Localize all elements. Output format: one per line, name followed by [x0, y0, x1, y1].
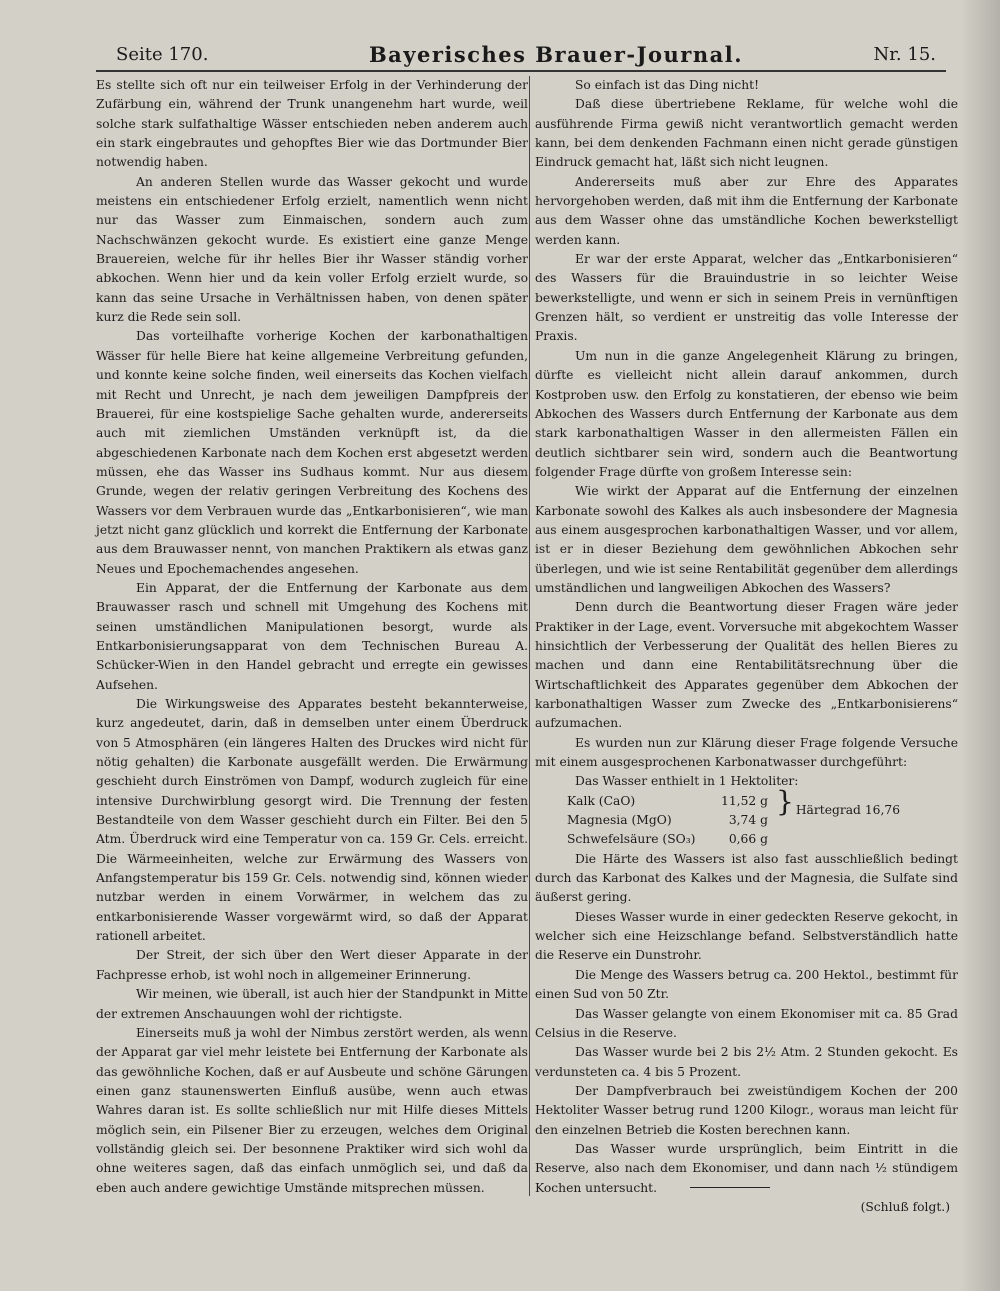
issue-number: Nr. 15. — [873, 44, 936, 65]
paragraph: Daß diese übertriebene Reklame, für welche wohl die ausführende Firma gewiß nicht verantwortlich gemacht werden kann, bei dem denkenden Fachmann einen nicht gerade günstigen Eindruck gemacht hat, läßt sich nicht leugnen. — [535, 97, 958, 170]
water-analysis-table — [567, 784, 958, 850]
column-divider — [529, 76, 530, 1196]
paragraph: Das Wasser wurde ursprünglich, beim Eintritt in die Reserve, also nach dem Ekonomiser, und dann nach ½ stündigem Kochen untersucht. — [535, 1141, 958, 1195]
analysis-substance: Schwefelsäure (SO₃) — [567, 832, 696, 847]
page-edge-shadow — [960, 0, 1000, 1291]
paragraph: Das Wasser wurde bei 2 bis 2½ Atm. 2 Stunden gekocht. Es verdunsteten ca. 4 bis 5 Prozent. — [535, 1045, 958, 1079]
to-be-continued-note: (Schluß folgt.) — [860, 1199, 950, 1214]
paragraph: Um nun in die ganze Angelegenheit Klärung zu bringen, dürfte es vielleicht nicht allein darauf ankommen, durch Kostproben usw. den Erfolg zu konstatieren, der ebenso wie beim Abkochen des Wassers durch Entfernung der Karbonate aus dem stark karbonathaltigen Wasser in den allermeisten Fällen ein deutlich sichtbarer sein wird, sondern auch die Beantwortung folgender Frage dürfte von großem Interesse sein: — [535, 348, 958, 479]
brace: } — [776, 784, 794, 818]
paragraph: Andererseits muß aber zur Ehre des Apparates hervorgehoben werden, daß mit ihm die Entfernung der Karbonate aus dem Wasser ohne das umständliche Kochen bewerkstelligt werden kann. — [535, 174, 958, 247]
journal-title: Bayerisches Brauer-Journal. — [368, 42, 744, 67]
analysis-substance: Magnesia (MgO) — [567, 813, 672, 828]
paragraph: So einfach ist das Ding nicht! — [575, 78, 760, 92]
paragraph: Das vorteilhafte vorherige Kochen der karbonathaltigen Wässer für helle Biere hat keine allgemeine Verbreitung gefunden, und konnte keine solche finden, weil einerseits das Kochen vielfach mit Recht und Unrecht, je nach dem jeweiligen Dampfpreis der Brauerei, für eine kostspielige Sache gehalten wurde, andererseits auch mit ziemlichen Umständen verknüpft ist, da die abgeschiedenen Karbonate nach dem Kochen erst abgesetzt werden müssen, ehe das Wasser ins Sudhaus kommt. Nur aus diesem Grunde, wegen der relativ geringen Verbreitung des Kochens des Wassers vor dem Verbrauen wurde das „Entkarbonisieren“, wie man jetzt nicht ganz glücklich und korrekt die Entfernung der Karbonate aus dem Brauwasser nennt, von manchen Praktikern als etwas ganz Neues und Epochemachendes angesehen. — [96, 329, 528, 576]
analysis-value: 0,66 g — [728, 832, 768, 847]
paragraph: Dieses Wasser wurde in einer gedeckten Reserve gekocht, in welcher sich eine Heizschlange befand. Selbstverständlich hatte die Reserve ein Dunstrohr. — [535, 909, 958, 963]
paragraph: Die Menge des Wassers betrug ca. 200 Hektol., bestimmt für einen Sud von 50 Ztr. — [535, 967, 958, 1002]
paragraph: Das Wasser gelangte von einem Ekonomiser mit ca. 85 Grad Celsius in die Reserve. — [535, 1006, 958, 1040]
paragraph: Wie wirkt der Apparat auf die Entfernung der einzelnen Karbonate sowohl des Kalkes als auch insbesondere der Magnesia aus einem ausgesprochen karbonathaltigen Wasser, und vor allem, ist er in dieser Beziehung dem gewöhnlichen Abkochen sehr überlegen, und wie ist seine Rentabilität gegenüber dem allerdings umständlichen und langweiligen Abkochen des Wassers? — [535, 484, 958, 595]
paragraph: Denn durch die Beantwortung dieser Fragen wäre jeder Praktiker in der Lage, event. Vorversuche mit abgekochtem Wasser hinsichtlich der Verbesserung der Qualität des hellen Bieres zu machen und dann eine Rentabilitätsrechnung über die Wirtschaftlichkeit des Apparates gegenüber dem Abkochen der karbonathaltigen Wasser zum Zwecke des „Entkarbonisierens“ aufzumachen. — [535, 600, 958, 731]
paragraph: Die Wirkungsweise des Apparates besteht bekannterweise, kurz angedeutet, darin, daß in demselben unter einem Überdruck von 5 Atmosphären (ein längeres Halten des Druckes wird nicht für nötig gehalten) die Karbonate ausgefällt werden. Die Erwärmung geschieht durch Einströmen von Dampf, wodurch zugleich für eine intensive Durchwirblung gesorgt wird. Die Trennung der festen Bestandteile von dem Wasser geschieht durch ein Filter. Bei den 5 Atm. Überdruck wird eine Temperatur von ca. 159 Gr. Cels. erreicht. Die Wärmeeinheiten, welche zur Erwärmung des Wassers von Anfangstemperatur bis 159 Gr. Cels. notwendig sind, können wieder nutzbar werden in einem Vorwärmer, in welchem das zu entkarbonisierende Wasser vorgewärmt wird, so daß der Apparat rationell arbeitet. — [96, 697, 528, 944]
paragraph: Die Härte des Wassers ist also fast ausschließlich bedingt durch das Karbonat des Kalkes und der Magnesia, die Sulfate sind äußerst gering. — [535, 851, 958, 905]
paragraph: Es wurden nun zur Klärung dieser Frage folgende Versuche mit einem ausgesprochenen Karbonatwasser durchgeführt: — [535, 735, 958, 770]
left-column — [96, 76, 528, 1198]
page-number: Seite 170. — [116, 44, 209, 65]
analysis-substance: Kalk (CaO) — [567, 793, 636, 808]
header-rule — [96, 70, 946, 72]
right-column — [535, 76, 958, 1217]
haertegrad-label: Härtegrad 16,76 — [795, 803, 901, 818]
analysis-value: 11,52 g — [721, 793, 768, 808]
analysis-row — [567, 792, 906, 811]
paragraph: Es stellte sich oft nur ein teilweiser Erfolg in der Verhinderung der Zufärbung ein, während der Trunk unangenehm hart wurde, weil solche stark sulfathaltige Wässer entschieden neben anderem auch ein stark eingebrautes und gehopftes Bier wie das Dortmunder Bier notwendig haben. — [96, 78, 528, 170]
paragraph: Einerseits muß ja wohl der Nimbus zerstört werden, als wenn der Apparat gar viel mehr leistete bei Entfernung der Karbonate als das gewöhnliche Kochen, daß er auf Ausbeute und schöne Gärungen einen ganz staunenswerten Einfluß ausübe, wenn auch etwas Wahres daran ist. Es sollte schließlich nur mit Hilfe dieses Mittels möglich sein, ein Pilsener Bier zu erzeugen, welches dem Original vollständig gleich sei. Der besonnene Praktiker wird sich wohl da ohne weiteres sagen, daß das einfach unmöglich sei, und daß da eben auch andere gewichtige Umstände mitsprechen müssen. — [96, 1025, 528, 1195]
paragraph: Er war der erste Apparat, welcher das „Entkarbonisieren“ des Wassers für die Brauindustrie in so leichter Weise bewerkstelligte, und wenn er sich in seinem Preis in vernünftigen Grenzen hält, so verdient er unstreitig das volle Interesse der Praxis. — [535, 252, 958, 344]
page-header — [96, 40, 946, 74]
paragraph: Der Dampfverbrauch bei zweistündigem Kochen der 200 Hektoliter Wasser betrug rund 1200 Kilogr., woraus man leicht für den einzelnen Betrieb die Kosten berechnen kann. — [535, 1083, 958, 1137]
paragraph: Der Streit, der sich über den Wert dieser Apparate in der Fachpresse erhob, ist wohl noch in allgemeiner Erinnerung. — [96, 948, 528, 982]
analysis-row — [567, 830, 906, 849]
end-rule — [690, 1187, 770, 1188]
paragraph: Wir meinen, wie überall, ist auch hier der Standpunkt in Mitte der extremen Anschauungen wohl der richtigste. — [96, 987, 528, 1021]
paragraph: Das Wasser enthielt in 1 Hektoliter: — [575, 774, 799, 789]
analysis-value: 3,74 g — [728, 813, 768, 828]
paragraph: Ein Apparat, der die Entfernung der Karbonate aus dem Brauwasser rasch und schnell mit Umgehung des Kochens mit seinen umständlichen Manipulationen besorgt, wurde als Entkarbonisierungsapparat von dem Technischen Bureau A. Schücker-Wien in den Handel gebracht und erregte ein gewisses Aufsehen. — [96, 580, 528, 692]
paragraph: An anderen Stellen wurde das Wasser gekocht und wurde meistens ein entschiedener Erfolg erzielt, namentlich wenn nicht nur das Wasser zum Einmaischen, sondern auch zum Nachschwänzen gekocht wurde. Es existiert eine ganze Menge Brauereien, welche für ihr helles Bier ihr Wasser ständig vorher abkochen. Wenn hier und da kein voller Erfolg erzielt wurde, so kann das seine Ursache in Verhältnissen haben, von denen später kurz die Rede sein soll. — [96, 174, 528, 325]
